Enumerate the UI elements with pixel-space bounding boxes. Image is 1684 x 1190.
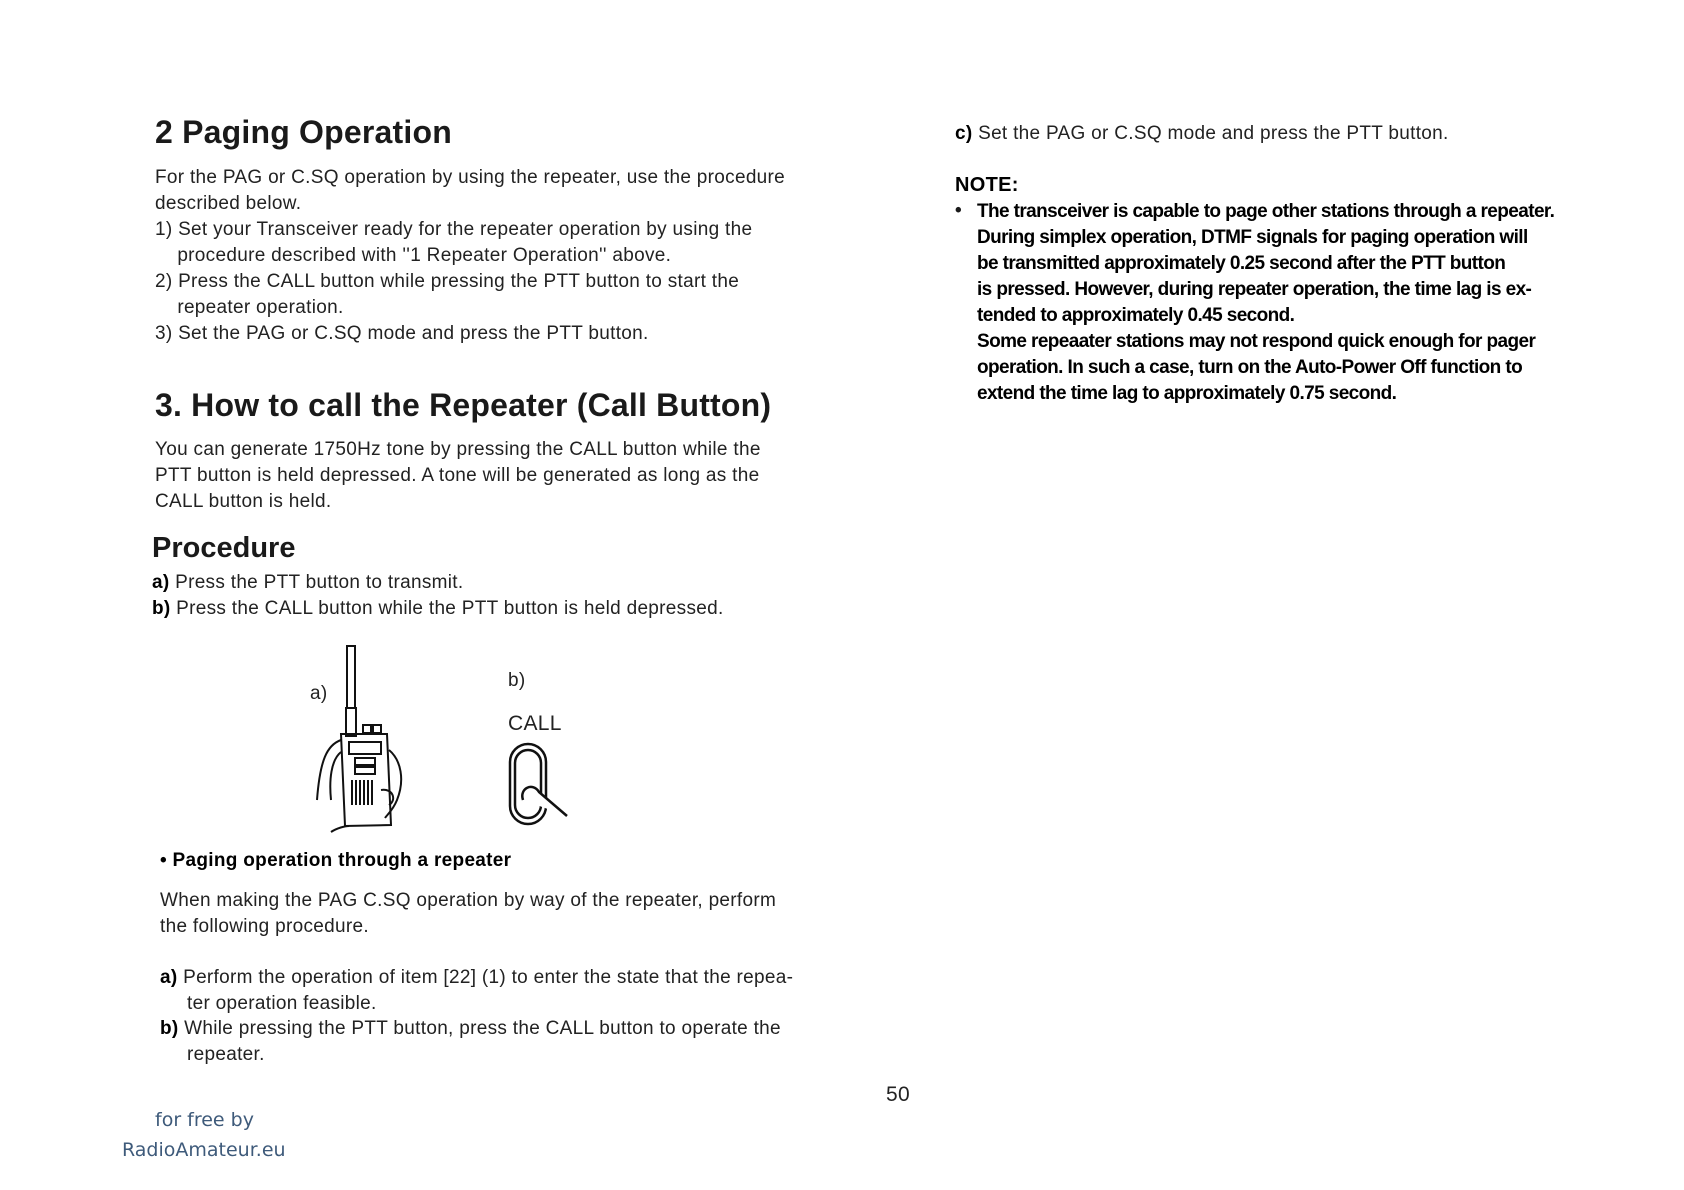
step-text: Press the CALL button while the PTT button is held depressed.: [176, 598, 724, 619]
note-line: extend the time lag to approximately 0.75 second.: [977, 383, 1397, 404]
step-text: Press the PTT button to transmit.: [175, 572, 464, 593]
text-line: While pressing the PTT button, press the CALL button to operate the: [184, 1018, 781, 1039]
figure-label-b: b): [508, 670, 526, 691]
text-line: repeater.: [187, 1044, 265, 1065]
note-line: The transceiver is capable to page other stations through a repeater.: [977, 201, 1555, 222]
procedure-step-a: [152, 570, 724, 596]
procedure-step-b: [152, 596, 724, 622]
text-line: 3) Set the PAG or C.SQ mode and press the PTT button.: [155, 323, 649, 344]
note-bullet-icon: •: [955, 200, 962, 221]
handheld-transceiver-illustration: [305, 640, 405, 835]
note-line: be transmitted approximately 0.25 second after the PTT button: [977, 253, 1506, 274]
paging-step-a: [160, 965, 793, 1017]
step-marker: b): [152, 598, 171, 619]
section-3-body: [155, 437, 761, 515]
note-title: NOTE:: [955, 174, 1019, 196]
call-button-label: CALL: [508, 712, 562, 735]
note-body: [977, 199, 1554, 407]
footer-line-1: for free by: [155, 1109, 254, 1131]
text-line: You can generate 1750Hz tone by pressing the CALL button while the: [155, 439, 761, 460]
figure-label-a: a): [310, 683, 328, 704]
text-line: PTT button is held depressed. A tone will be generated as long as the: [155, 465, 760, 486]
note-line: Some repeaater stations may not respond quick enough for pager: [977, 331, 1536, 352]
step-marker: c): [955, 123, 973, 144]
section-2-title: 2 Paging Operation: [155, 114, 452, 150]
text-line: 2) Press the CALL button while pressing the PTT button to start the: [155, 271, 740, 292]
page-number: 50: [886, 1083, 910, 1106]
step-marker: b): [160, 1018, 179, 1039]
step-marker: a): [160, 967, 178, 988]
bullet-icon: •: [160, 850, 167, 871]
text-line: ter operation feasible.: [187, 993, 377, 1014]
paging-body: [160, 888, 776, 940]
call-button-press-illustration: [505, 740, 575, 830]
text-line: CALL button is held.: [155, 491, 332, 512]
step-c: [955, 121, 1449, 147]
section-2-body: [155, 165, 785, 347]
paging-bullet-heading: [160, 848, 511, 874]
text-line: procedure described with ''1 Repeater Operation'' above.: [155, 245, 672, 266]
footer-site-link[interactable]: RadioAmateur.eu: [122, 1139, 286, 1161]
note-line: tended to approximately 0.45 second.: [977, 305, 1295, 326]
text-line: described below.: [155, 193, 302, 214]
text-line: When making the PAG C.SQ operation by way of the repeater, perform: [160, 890, 777, 911]
text-line: the following procedure.: [160, 916, 369, 937]
note-line: During simplex operation, DTMF signals for paging operation will: [977, 227, 1528, 248]
text-line: repeater operation.: [155, 297, 344, 318]
section-3-title: 3. How to call the Repeater (Call Button): [155, 387, 772, 423]
text-line: Perform the operation of item [22] (1) to enter the state that the repea-: [183, 967, 794, 988]
note-line: is pressed. However, during repeater operation, the time lag is ex-: [977, 279, 1532, 300]
paging-bullet-title: Paging operation through a repeater: [172, 850, 512, 871]
paging-step-b: [160, 1016, 781, 1068]
step-marker: a): [152, 572, 170, 593]
procedure-title: Procedure: [152, 532, 296, 564]
step-text: Set the PAG or C.SQ mode and press the PTT button.: [978, 123, 1449, 144]
text-line: 1) Set your Transceiver ready for the repeater operation by using the: [155, 219, 753, 240]
procedure-steps: [152, 570, 724, 622]
note-line: operation. In such a case, turn on the Auto-Power Off function to: [977, 357, 1523, 378]
text-line: For the PAG or C.SQ operation by using the repeater, use the procedure: [155, 167, 786, 188]
